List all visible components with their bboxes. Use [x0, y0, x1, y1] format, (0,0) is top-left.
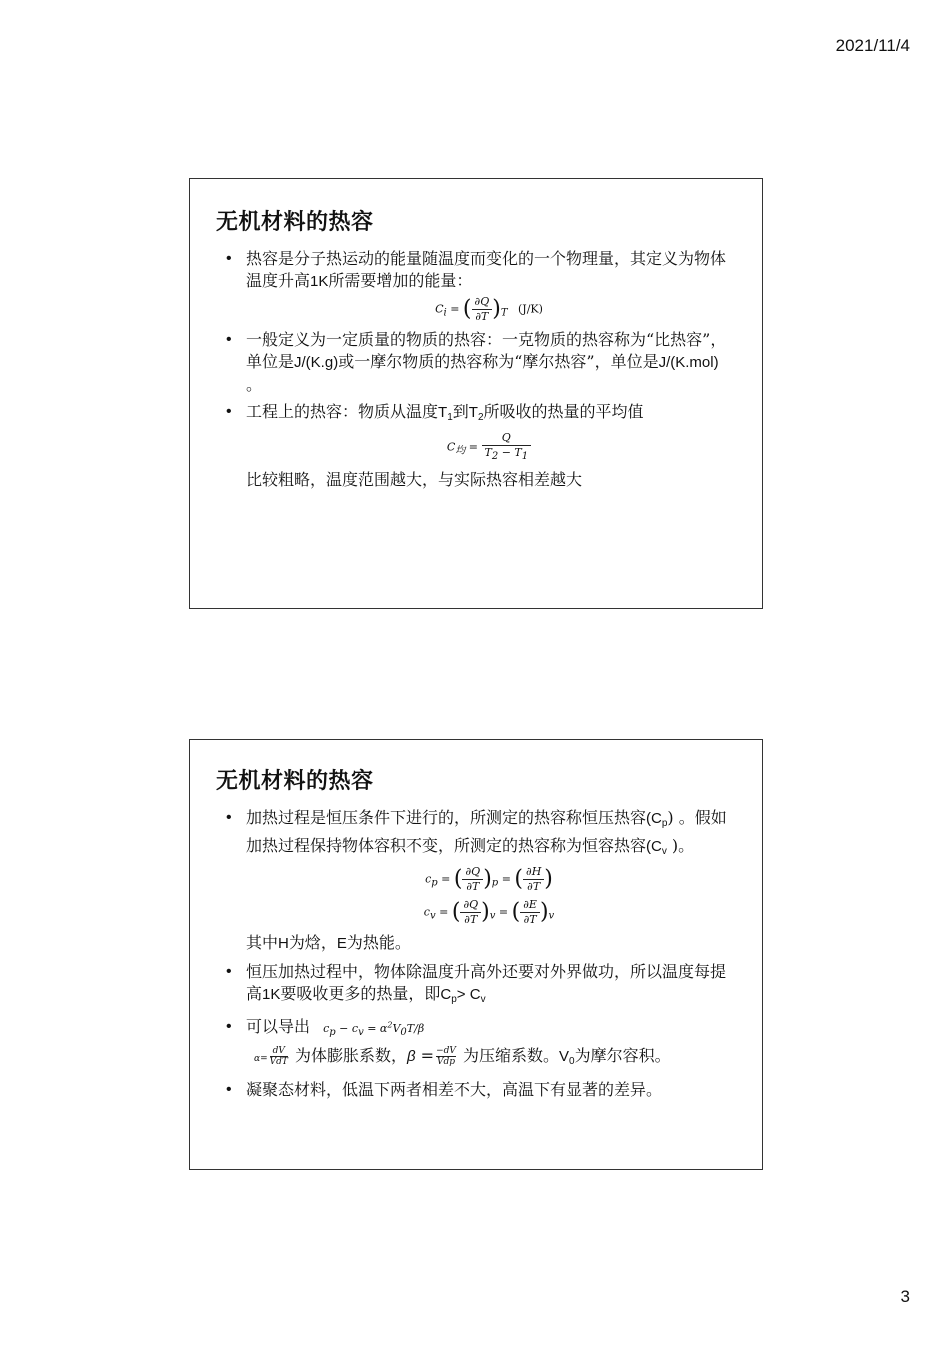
formula-mean-heat-capacity: $C_均$ = $\frac{Q}{T_2 - T_1}$	[246, 431, 732, 464]
bullet-dot: •	[226, 403, 232, 420]
note-approximation: 比较粗略，温度范围越大，与实际热容相差越大	[246, 470, 583, 489]
bullet-item-engineering: • 工程上的热容：物质从温度$T_1$到$T_2$所吸收的热量的平均值 $C_均$ = $\frac{Q}{T_2 - T_1}$	[216, 401, 732, 464]
slide-heat-capacity-definition	[189, 178, 763, 609]
note-coefficients: α= $\frac{dV}{\text{VdT}}$ 为体膨胀系数，β = $\frac{-dV}{\text{Vdp}}$ 为压缩系数。$V_0$为摩尔容积。	[254, 1046, 671, 1067]
formula-heat-capacity: $C_i$ = ( $\frac{\partial Q}{\partial T}$ )$_T$ (J/K)	[435, 295, 543, 323]
page-date: 2021/11/4	[835, 36, 910, 55]
bullet-dot: •	[226, 1018, 232, 1035]
bullet-dot: •	[226, 809, 232, 826]
bullet-item-cp-cv: • 加热过程是恒压条件下进行的，所测定的热容称恒压热容$(C_p)$ 。假如加热过程保持物体容积不变，所测定的热容称为恒容热容($C_v$ )。 $c_p$ = ( $\frac{\partial Q}{\partial T}$ )$_p$ = ( $\frac{\partial H}{\partial T}$ ) $c_v$ = ( $\frac{\partial Q}{\partial T}$ )$_v$ = ( $\frac{\partial E}{\partial T}$ )$_v$	[216, 807, 732, 927]
page-number: 3	[900, 1287, 910, 1306]
bullet-list-3	[216, 1079, 732, 1101]
slide-title: 无机材料的热容	[216, 209, 374, 235]
bullet-dot: •	[226, 1081, 232, 1098]
bullet-item-definition: • 热容是分子热运动的能量随温度而变化的一个物理量，其定义为物体温度升高1K所需要增加的能量： $C_i$ = ( $\frac{\partial Q}{\partial T}$ )$_T$ (J/K)	[216, 248, 732, 324]
bullet-item-work: • 恒压加热过程中，物体除温度升高外还要对外界做功，所以温度每提高1K要吸收更多的热量，即$C_p> C_v$	[226, 962, 727, 1005]
bullet-item-condensed: • 凝聚态材料，低温下两者相差不大，高温下有显著的差异。	[226, 1080, 663, 1099]
bullet-list	[216, 807, 732, 927]
bullet-dot: •	[226, 963, 232, 980]
bullet-dot: •	[226, 331, 232, 348]
slide-title: 无机材料的热容	[216, 768, 374, 794]
bullet-dot: •	[226, 250, 232, 267]
bullet-list-2	[216, 961, 732, 1040]
slide-constant-pressure-volume	[189, 739, 763, 1170]
formula-cv: $c_v$ = ( $\frac{\partial Q}{\partial T}$ )$_v$ = ( $\frac{\partial E}{\partial T}$ )$_v$	[423, 898, 555, 926]
bullet-item-specific-heat: • 一般定义为一定质量的物质的热容：一克物质的热容称为“比热容”，单位是J/(K.g)或一摩尔物质的热容称为“摩尔热容”，单位是J/(K.mol) 。	[226, 330, 727, 394]
formula-cp: $c_p$ = ( $\frac{\partial Q}{\partial T}$ )$_p$ = ( $\frac{\partial H}{\partial T}$ )	[425, 865, 553, 893]
formula-cp-minus-cv: $c_p - c_v = \alpha^2V_0T/\beta$	[323, 1020, 425, 1038]
bullet-item-derive: • 可以导出 $c_p - c_v = \alpha^2V_0T/\beta$	[226, 1017, 425, 1038]
note-enthalpy: 其中H为焓，E为热能。	[246, 933, 411, 952]
bullet-list	[216, 248, 732, 464]
